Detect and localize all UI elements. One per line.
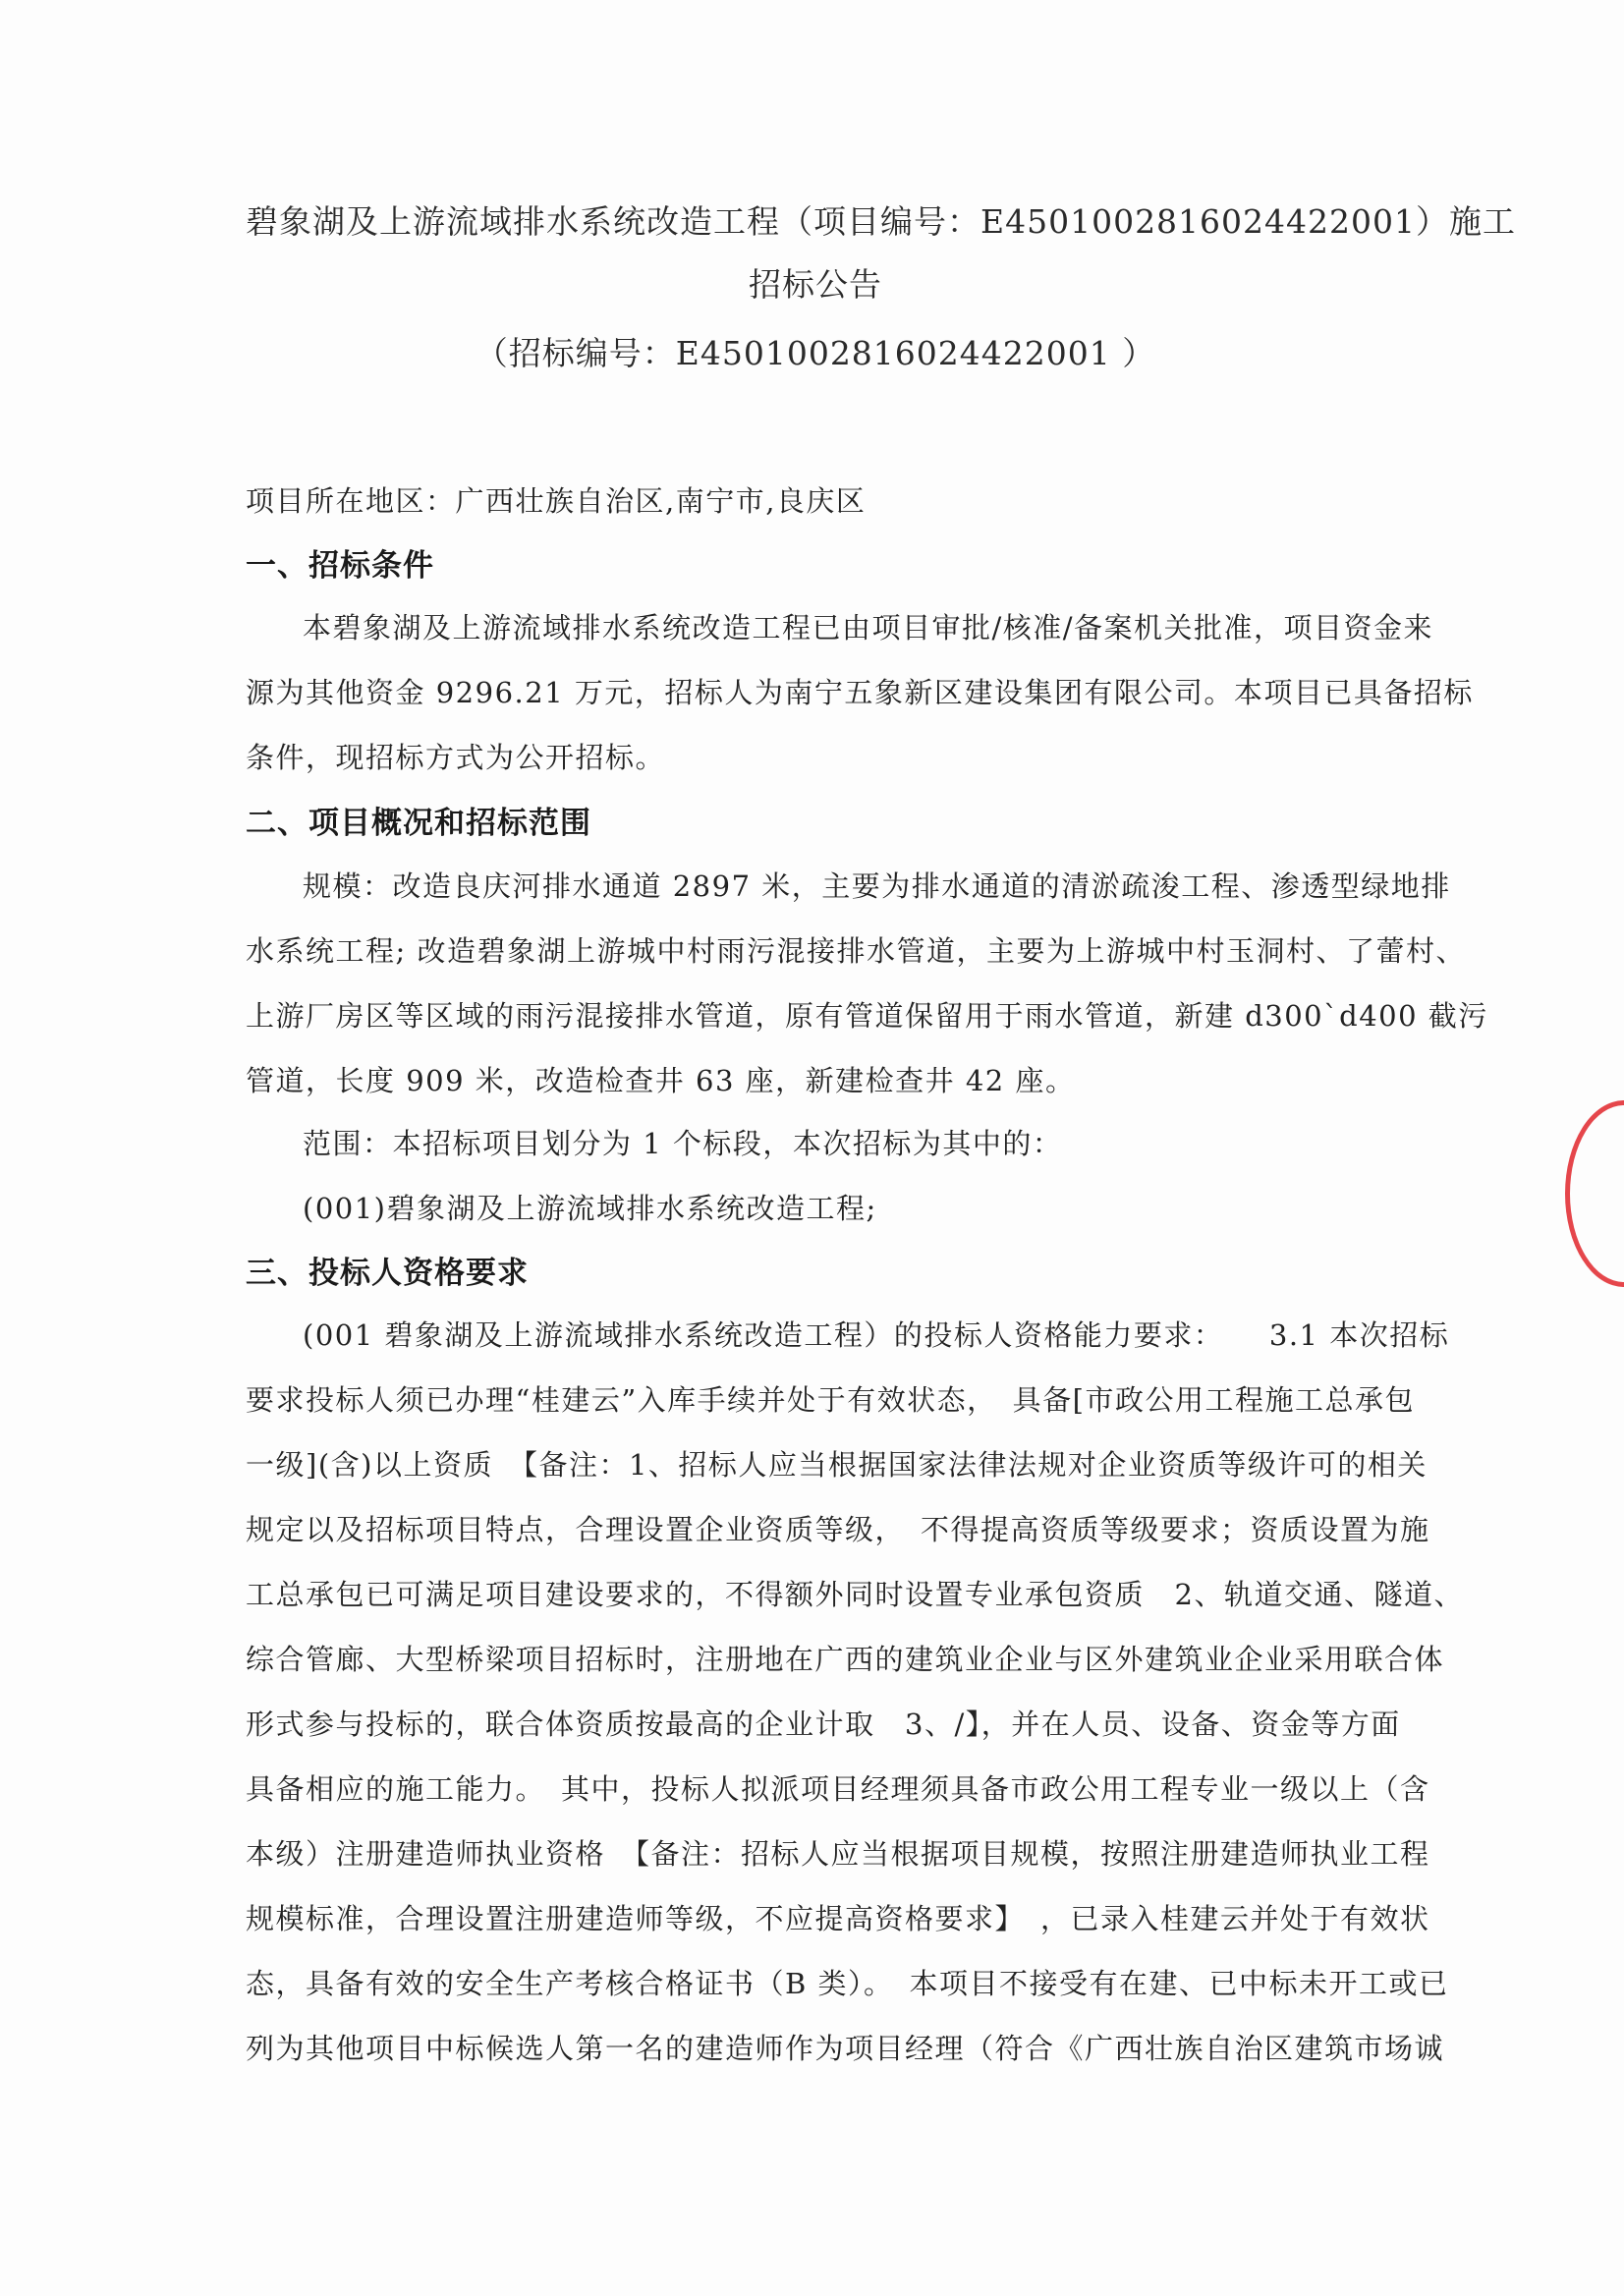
paragraph-line: 水系统工程; 改造碧象湖上游城中村雨污混接排水管道，主要为上游城中村玉洞村、了蕾村、 (246, 934, 1466, 968)
paragraph-line: 源为其他资金 9296.21 万元，招标人为南宁五象新区建设集团有限公司。本项目已具备招标 (246, 676, 1474, 709)
paragraph-line: 要求投标人须已办理“桂建云”入库手续并处于有效状态， 具备[市政公用工程施工总承包 (246, 1383, 1415, 1417)
red-seal-stamp (1565, 1100, 1624, 1287)
paragraph-line: (001 碧象湖及上游流域排水系统改造工程）的投标人资格能力要求： 3.1 本次招标 (303, 1318, 1450, 1352)
paragraph-line: 范围：本招标项目划分为 1 个标段，本次招标为其中的： (303, 1127, 1063, 1160)
section-heading-project-overview: 二、项目概况和招标范围 (246, 806, 591, 841)
paragraph-line: 综合管廊、大型桥梁项目招标时，注册地在广西的建筑业企业与区外建筑业企业采用联合体 (246, 1643, 1445, 1676)
paragraph-line: 本碧象湖及上游流域排水系统改造工程已由项目审批/核准/备案机关批准，项目资金来 (303, 611, 1434, 644)
paragraph-line: 本级）注册建造师执业资格 【备注：招标人应当根据项目规模，按照注册建造师执业工程 (246, 1837, 1430, 1871)
paragraph-line: 一级](含)以上资质 【备注：1、招标人应当根据国家法律法规对企业资质等级许可的相关 (246, 1448, 1428, 1482)
paragraph-line: 具备相应的施工能力。 其中，投标人拟派项目经理须具备市政公用工程专业一级以上（含 (246, 1772, 1430, 1806)
section-heading-tender-conditions: 一、招标条件 (246, 548, 434, 584)
document-title-line-1: 碧象湖及上游流域排水系统改造工程（项目编号：E4501002816024422001）施工 (246, 202, 1517, 241)
project-location: 项目所在地区：广西壮族自治区,南宁市,良庆区 (246, 484, 867, 518)
paragraph-line: 规定以及招标项目特点，合理设置企业资质等级， 不得提高资质等级要求；资质设置为施 (246, 1513, 1430, 1546)
paragraph-line: 管道，长度 909 米，改造检查井 63 座，新建检查井 42 座。 (246, 1064, 1076, 1097)
paragraph-line: 条件，现招标方式为公开招标。 (246, 741, 666, 774)
paragraph-line: 列为其他项目中标候选人第一名的建造师作为项目经理（符合《广西壮族自治区建筑市场诚 (246, 2032, 1445, 2065)
paragraph-line: 形式参与投标的，联合体资质按最高的企业计取 3、/】，并在人员、设备、资金等方面 (246, 1708, 1401, 1741)
paragraph-line: 上游厂房区等区域的雨污混接排水管道，原有管道保留用于雨水管道，新建 d300`d400 截污 (246, 999, 1488, 1033)
paragraph-line: 规模：改造良庆河排水通道 2897 米，主要为排水通道的清淤疏浚工程、渗透型绿地排 (303, 869, 1451, 903)
paragraph-line: 工总承包已可满足项目建设要求的，不得额外同时设置专业承包资质 2、轨道交通、隧道、 (246, 1578, 1464, 1611)
paragraph-line: 态，具备有效的安全生产考核合格证书（B 类）。 本项目不接受有在建、已中标未开工或已 (246, 1967, 1449, 2000)
tender-number: （招标编号：E4501002816024422001 ） (475, 334, 1156, 372)
paragraph-line: (001)碧象湖及上游流域排水系统改造工程; (303, 1192, 877, 1225)
paragraph-line: 规模标准，合理设置注册建造师等级，不应提高资格要求】 ，已录入桂建云并处于有效状 (246, 1902, 1430, 1935)
section-heading-bidder-qualifications: 三、投标人资格要求 (246, 1256, 529, 1291)
document-title-line-2: 招标公告 (749, 265, 882, 304)
